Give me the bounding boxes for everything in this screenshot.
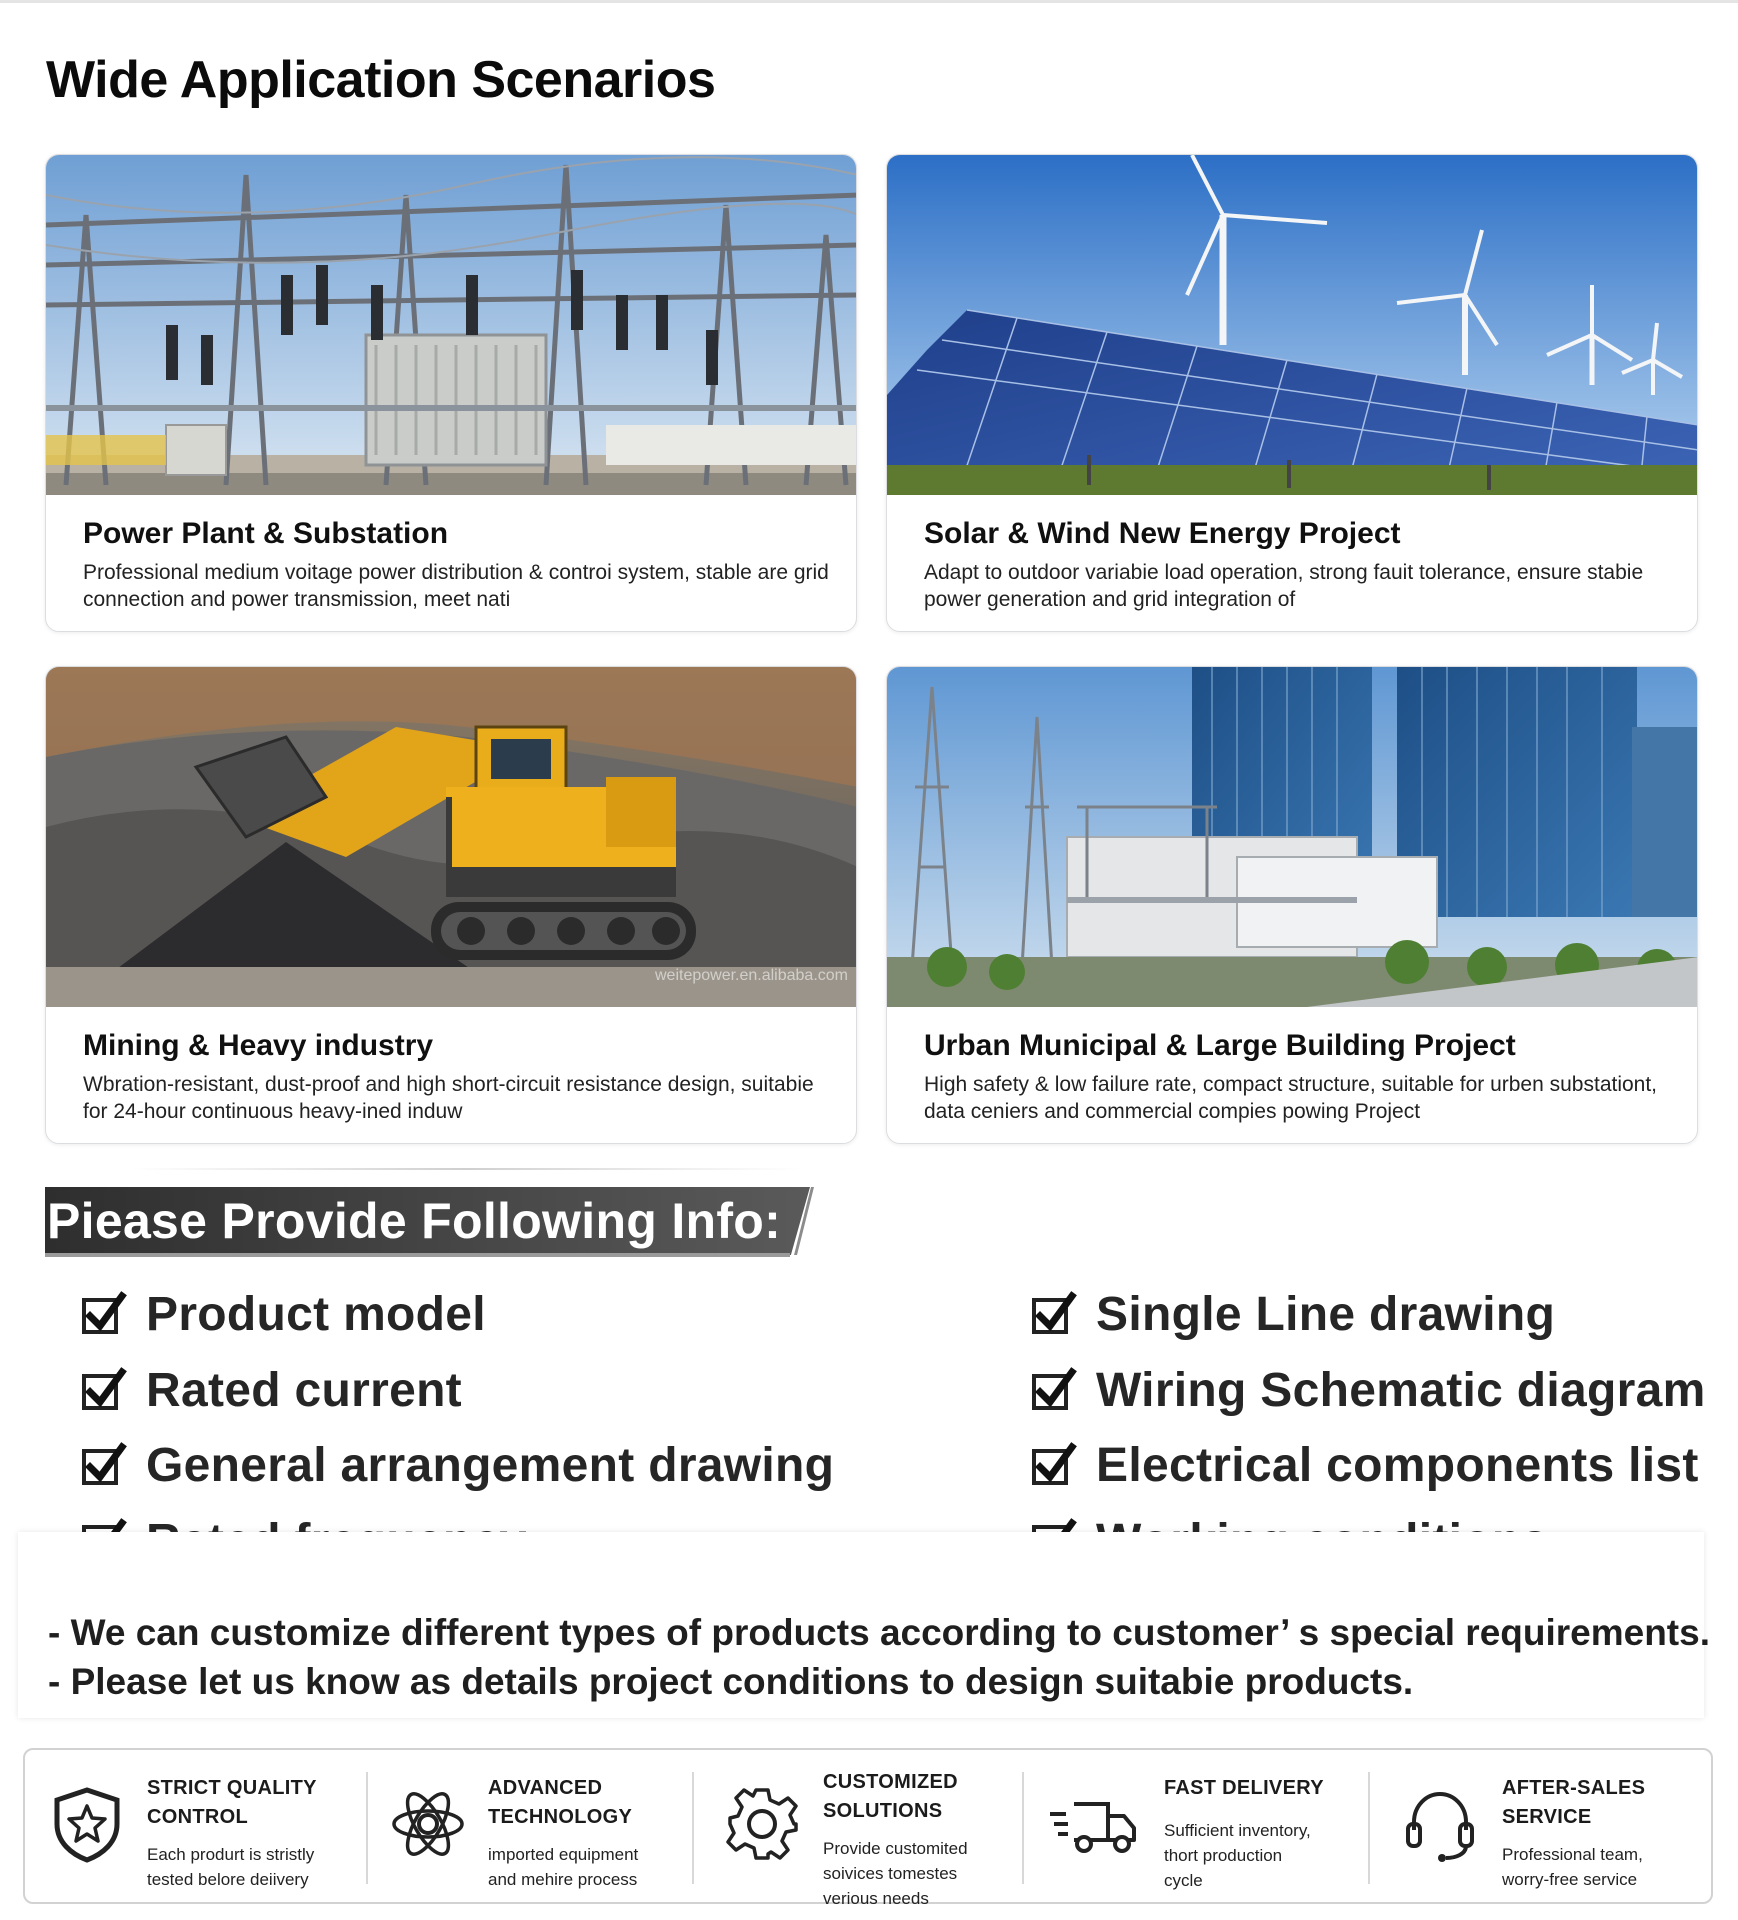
page-title: Wide Application Scenarios <box>46 51 716 109</box>
feature-desc: cycle <box>1164 1871 1203 1890</box>
delivery-truck-icon <box>1046 1784 1142 1864</box>
feature-desc: thort production <box>1164 1846 1283 1865</box>
feature-quality <box>25 1750 365 1906</box>
feature-title: TECHNOLOGY <box>488 1806 633 1828</box>
feature-title: ADVANCED <box>488 1777 603 1799</box>
top-rule <box>0 0 1738 3</box>
mining-photo <box>46 667 857 1007</box>
checklist-label: General arrangement drawing <box>146 1438 835 1492</box>
scenario-desc: Wbration-resistant, dust-proof and high short-circuit resistance design, suitabie for 24-hour continuous heavy-ined induw <box>83 1073 814 1123</box>
feature-desc: and mehire process <box>488 1870 638 1889</box>
scenario-title: Mining & Heavy industry <box>83 1029 434 1062</box>
scenario-card-solar-wind <box>886 154 1698 632</box>
urban-photo <box>887 667 1698 1007</box>
feature-delivery <box>1024 1750 1368 1906</box>
decorative-line <box>130 1168 800 1170</box>
feature-desc: verious needs <box>823 1889 929 1908</box>
shield-star-icon <box>47 1784 127 1864</box>
headset-icon <box>1400 1784 1480 1864</box>
checklist-label: Product model <box>146 1287 486 1341</box>
feature-desc: imported equipment <box>488 1845 639 1864</box>
feature-desc: Professional team, <box>1502 1845 1643 1864</box>
feature-desc: Each produrt is stristly <box>147 1845 315 1864</box>
scenario-desc: Adapt to outdoor variabie load operation, strong fauit tolerance, ensure stabie power generation and grid integration of <box>924 561 1644 611</box>
feature-technology <box>368 1750 692 1906</box>
scenario-card-mining <box>45 666 857 1144</box>
scenario-card-urban <box>886 666 1698 1144</box>
info-heading: Piease Provide Following Info: <box>47 1193 782 1249</box>
scenario-title: Solar & Wind New Energy Project <box>924 517 1401 550</box>
feature-title: CUSTOMIZED <box>823 1771 958 1793</box>
solar-wind-photo <box>887 155 1698 495</box>
checklist-label: Wiring Schematic diagram <box>1096 1363 1706 1417</box>
feature-title: STRICT QUALITY <box>147 1777 317 1799</box>
checklist-label: Rated current <box>146 1363 462 1417</box>
scenario-title: Urban Municipal & Large Building Project <box>924 1029 1516 1062</box>
note-line: - Please let us know as details project conditions to design suitabie products. <box>48 1661 1414 1702</box>
feature-desc: Sufficient inventory, <box>1164 1821 1311 1840</box>
checkbox-checked-icon <box>80 1366 128 1414</box>
substation-photo <box>46 155 857 495</box>
scenario-title: Power Plant & Substation <box>83 517 449 550</box>
feature-desc: tested belore deiivery <box>147 1870 309 1889</box>
checklist-label: Single Line drawing <box>1096 1287 1556 1341</box>
checklist-item <box>1030 1284 1555 1344</box>
note-line: - We can customize different types of products according to customer’ s special requirements. <box>48 1612 1710 1653</box>
scenario-desc: Professional medium voitage power distribution & controi system, stable are grid connection and power transmission, meet nati <box>83 561 829 611</box>
feature-title: AFTER-SALES <box>1502 1777 1646 1799</box>
feature-desc: soivices tomestes <box>823 1864 958 1883</box>
watermark-text: weitepower.en.alibaba.com <box>654 967 848 984</box>
feature-desc: Provide customited <box>823 1839 968 1858</box>
checklist-item <box>80 1360 462 1420</box>
feature-desc: worry-free service <box>1502 1870 1638 1889</box>
checklist-item <box>1030 1435 1699 1495</box>
feature-title: FAST DELIVERY <box>1164 1777 1324 1799</box>
checklist-item <box>80 1435 834 1495</box>
feature-after-sales <box>1370 1750 1713 1906</box>
checkbox-checked-icon <box>1030 1366 1078 1414</box>
features-strip <box>23 1748 1713 1908</box>
info-banner-shadow <box>45 1253 790 1257</box>
feature-title: CONTROL <box>147 1806 248 1828</box>
checkbox-checked-icon <box>1030 1441 1078 1489</box>
feature-customized <box>694 1750 1022 1906</box>
checkbox-checked-icon <box>80 1441 128 1489</box>
atom-icon <box>388 1784 468 1864</box>
feature-title: SERVICE <box>1502 1806 1592 1828</box>
checkbox-checked-icon <box>1030 1290 1078 1338</box>
scenario-desc: High safety & low failure rate, compact structure, suitable for urben substationt, data ceniers and commercial compies powing Project <box>924 1073 1658 1123</box>
checklist-item <box>80 1284 486 1344</box>
feature-title: SOLUTIONS <box>823 1800 943 1822</box>
checkbox-checked-icon <box>80 1290 128 1338</box>
scenario-card-power-plant <box>45 154 857 632</box>
checklist-item <box>1030 1360 1706 1420</box>
checklist-label: Electrical components list <box>1096 1438 1699 1492</box>
gear-icon <box>722 1784 802 1864</box>
